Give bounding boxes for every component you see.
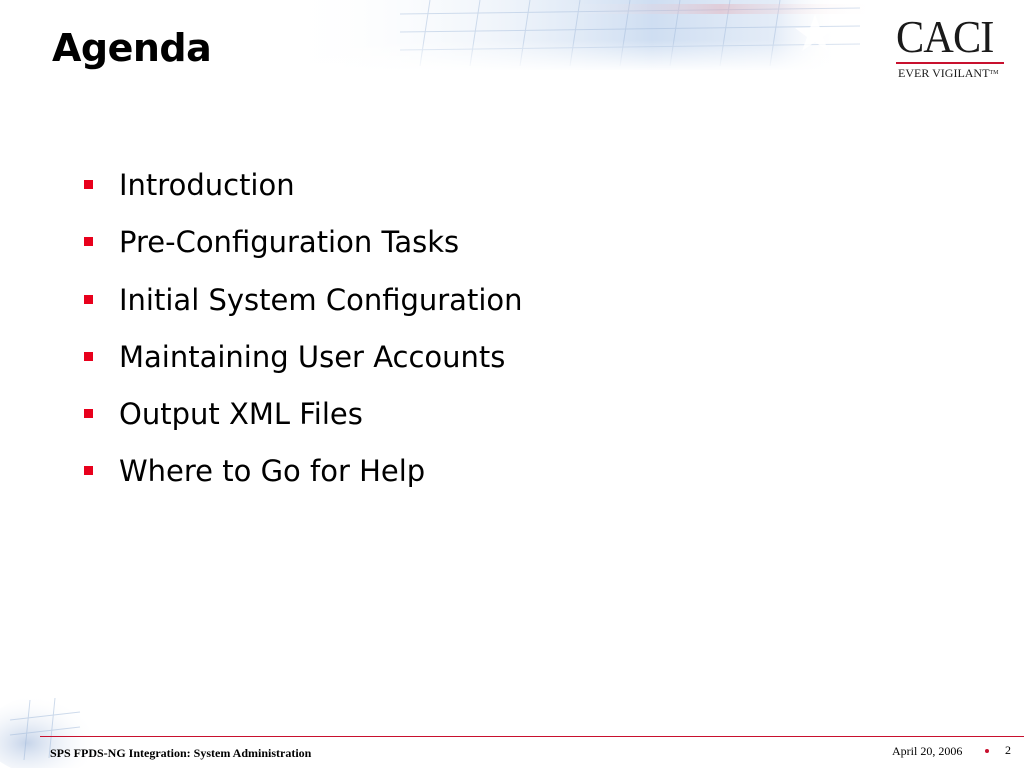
logo-tagline — [898, 66, 998, 80]
square-bullet-icon — [84, 352, 93, 361]
agenda-item-label: Pre-Configuration Tasks — [119, 225, 460, 260]
slide-title: Agenda — [52, 26, 212, 70]
footer-presentation-title: SPS FPDS-NG Integration: System Administration — [50, 746, 312, 760]
agenda-item-label: Output XML Files — [119, 397, 363, 432]
agenda-item-where-to-go-for-help — [84, 446, 523, 503]
agenda-item-label: Initial System Configuration — [119, 282, 523, 317]
agenda-item-initial-system-configuration — [84, 275, 523, 332]
agenda-item-maintaining-user-accounts — [84, 332, 523, 389]
logo-red-rule — [896, 62, 1004, 64]
agenda-item-label: Where to Go for Help — [119, 454, 426, 489]
agenda-item-output-xml-files — [84, 389, 523, 446]
caci-logo — [890, 12, 1016, 84]
footer-page-number: 2 — [1005, 743, 1011, 757]
footer-bullet-icon — [985, 749, 989, 753]
logo-trademark: TM — [989, 70, 999, 76]
square-bullet-icon — [84, 180, 93, 189]
logo-tagline-text: EVER VIGILANT — [898, 66, 990, 80]
agenda-item-introduction — [84, 160, 523, 217]
agenda-item-label: Introduction — [119, 168, 295, 202]
square-bullet-icon — [84, 409, 93, 418]
square-bullet-icon — [84, 295, 93, 304]
agenda-list — [84, 160, 523, 504]
footer-date: April 20, 2006 — [892, 744, 963, 758]
agenda-item-pre-configuration-tasks — [84, 217, 523, 274]
square-bullet-icon — [84, 237, 93, 246]
square-bullet-icon — [84, 466, 93, 475]
agenda-item-label: Maintaining User Accounts — [119, 339, 506, 374]
logo-wordmark: CACI — [896, 11, 994, 62]
footer-rule — [40, 736, 1024, 737]
